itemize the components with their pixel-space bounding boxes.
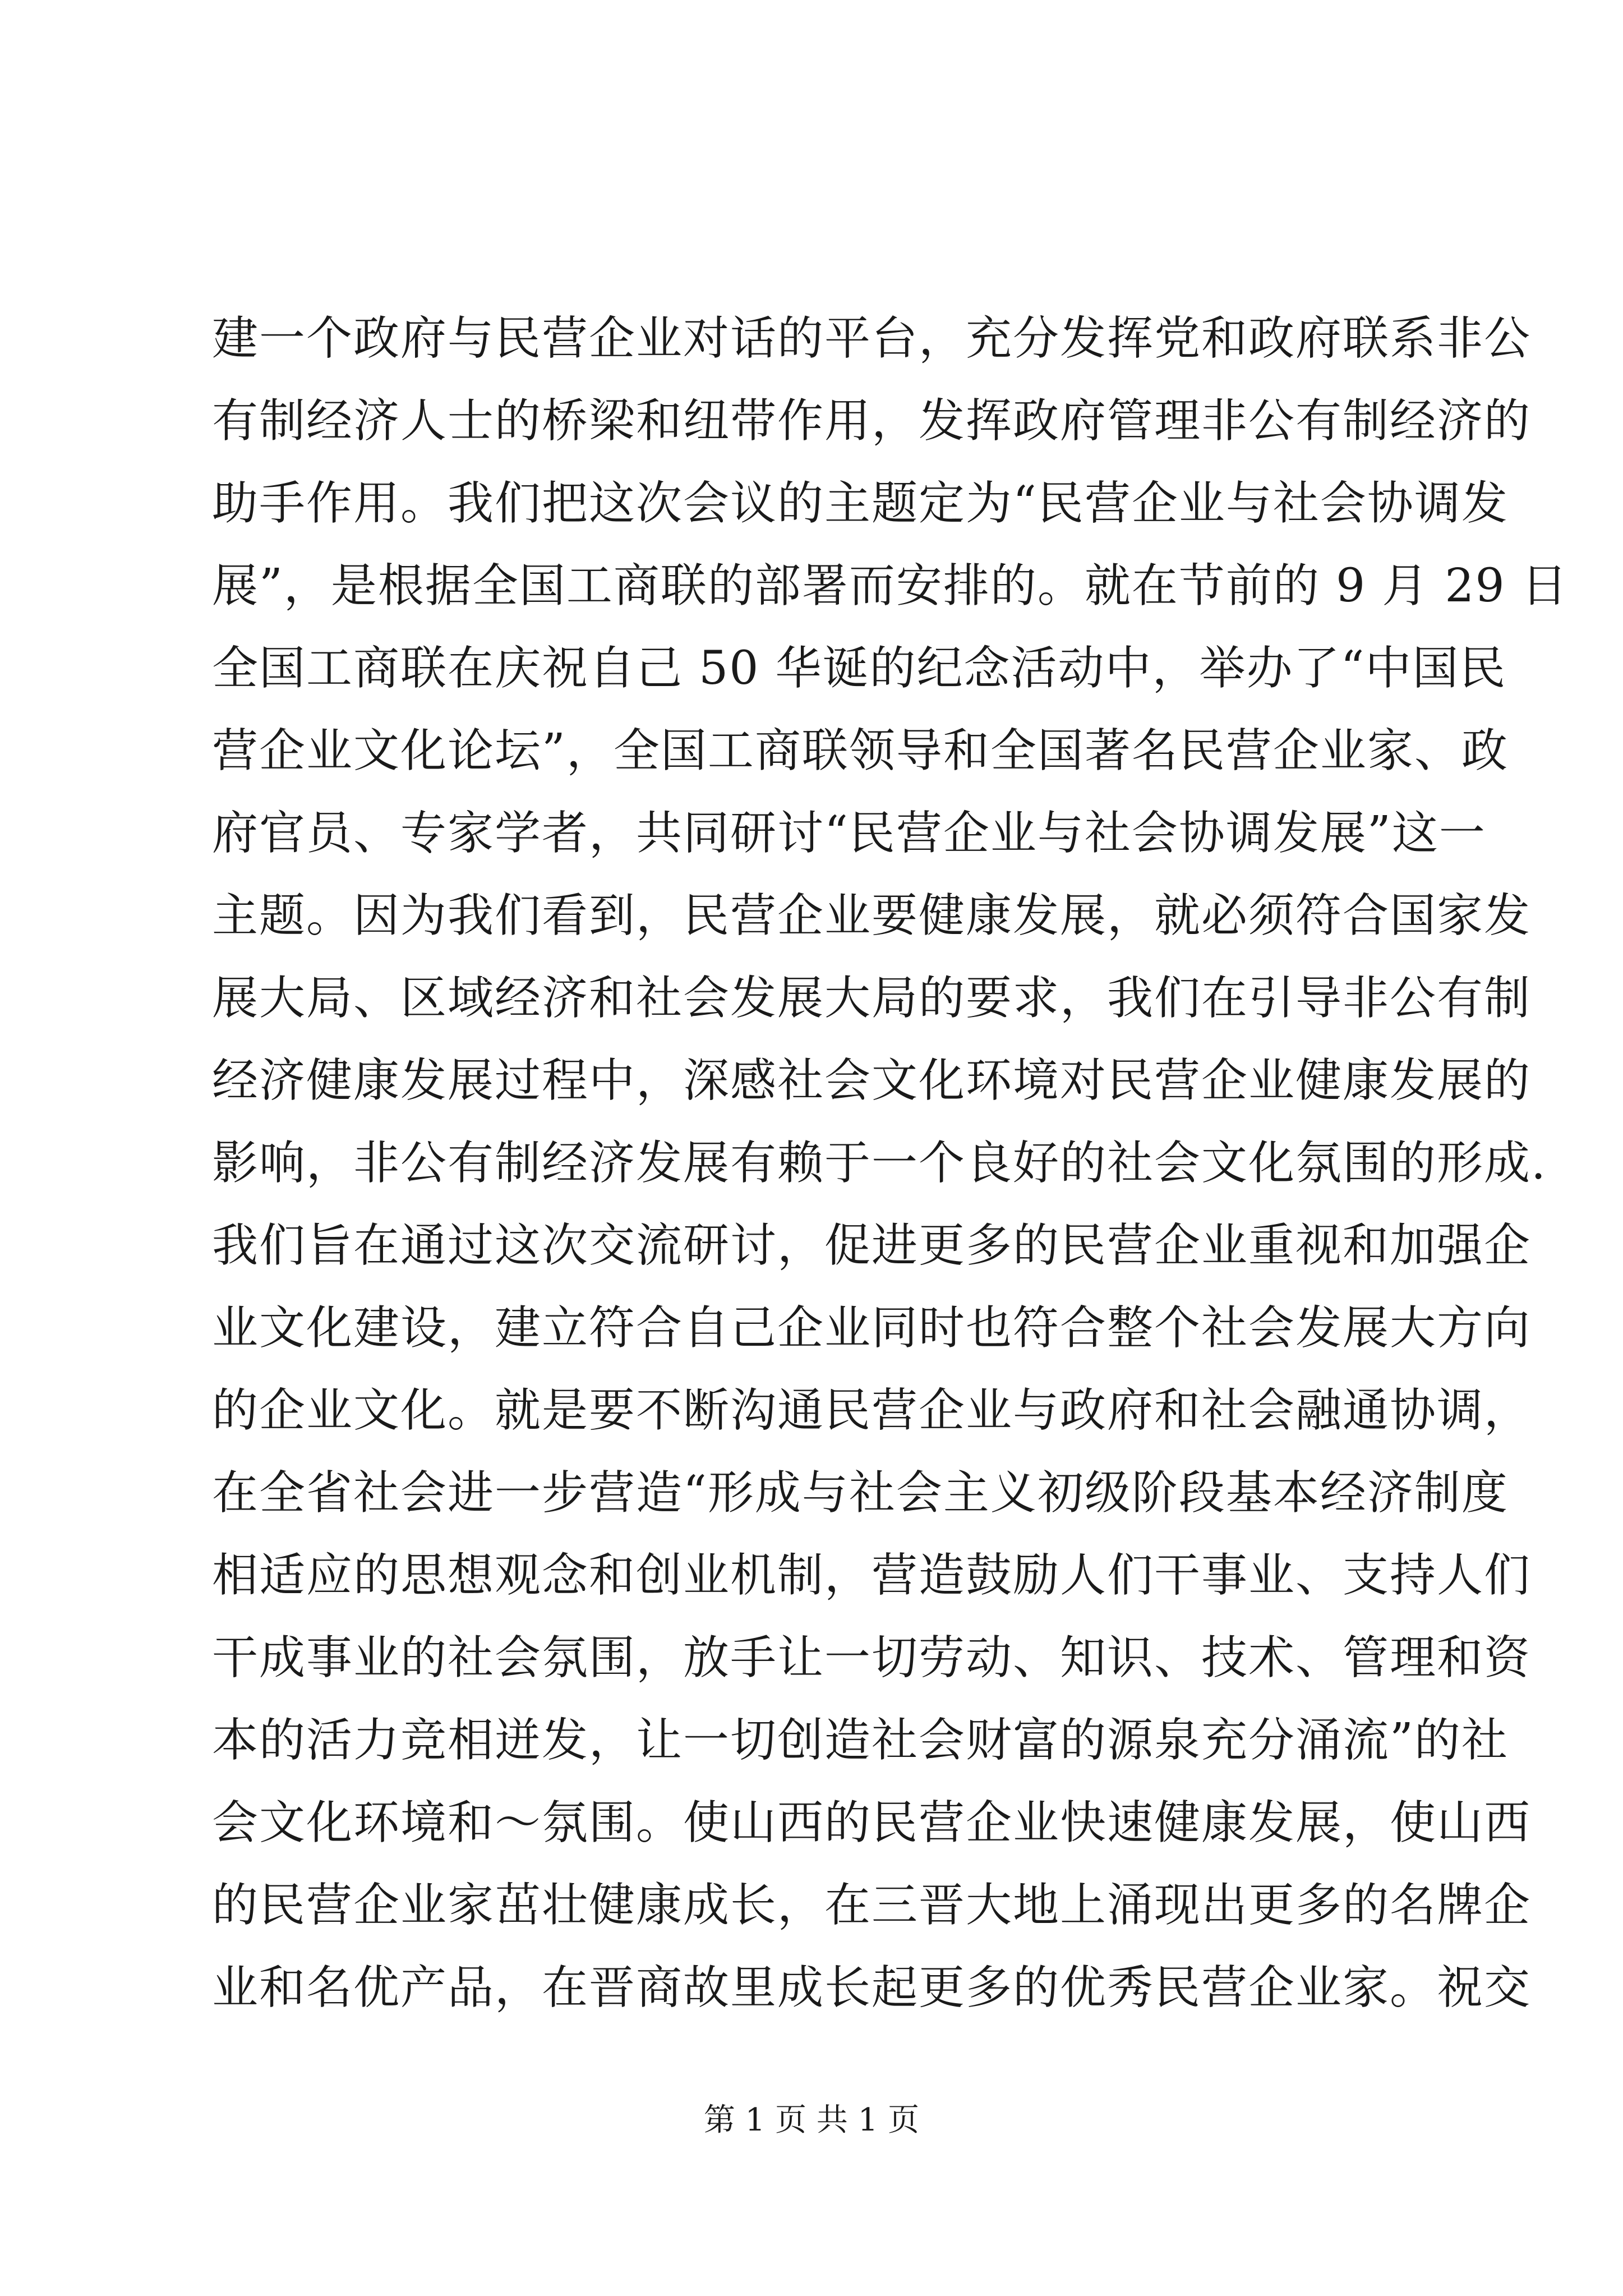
text-line: 主题。因为我们看到，民营企业要健康发展，就必须符合国家发	[212, 889, 1532, 942]
text-line: 我们旨在通过这次交流研讨，促进更多的民营企业重视和加强企	[212, 1219, 1532, 1272]
text-line: 干成事业的社会氛围，放手让一切劳动、知识、技术、管理和资	[212, 1631, 1532, 1685]
text-line: 展”，是根据全国工商联的部署而安排的。就在节前的 9 月 29 日	[212, 559, 1569, 613]
text-line: 在全省社会进一步营造“形成与社会主义初级阶段基本经济制度	[212, 1466, 1509, 1520]
text-line: 业和名优产品，在晋商故里成长起更多的优秀民营企业家。祝交	[212, 1961, 1532, 2014]
text-line: 建一个政府与民营企业对话的平台，充分发挥党和政府联系非公	[212, 312, 1532, 365]
text-line: 有制经济人士的桥梁和纽带作用，发挥政府管理非公有制经济的	[212, 394, 1532, 448]
text-line: 业文化建设，建立符合自己企业同时也符合整个社会发展大方向	[212, 1301, 1532, 1355]
text-line: 影响，非公有制经济发展有赖于一个良好的社会文化氛围的形成.	[212, 1137, 1547, 1190]
text-line: 的民营企业家茁壮健康成长，在三晋大地上涌现出更多的名牌企	[212, 1879, 1532, 1932]
text-line: 展大局、区域经济和社会发展大局的要求，我们在引导非公有制	[212, 972, 1532, 1025]
text-line: 全国工商联在庆祝自己 50 华诞的纪念活动中，举办了“中国民	[212, 642, 1507, 695]
text-line: 经济健康发展过程中，深感社会文化环境对民营企业健康发展的	[212, 1054, 1532, 1107]
text-line: 本的活力竞相迸发，让一切创造社会财富的源泉充分涌流”的社	[212, 1714, 1509, 1767]
text-line: 助手作用。我们把这次会议的主题定为“民营企业与社会协调发	[212, 477, 1509, 530]
body-text	[212, 297, 1569, 2029]
text-line: 的企业文化。就是要不断沟通民营企业与政府和社会融通协调，	[212, 1384, 1532, 1437]
text-line: 相适应的思想观念和创业机制，营造鼓励人们干事业、支持人们	[212, 1549, 1532, 1602]
page-footer: 第 1 页 共 1 页	[703, 2102, 920, 2138]
text-line: 营企业文化论坛”，全国工商联领导和全国著名民营企业家、政	[212, 724, 1509, 777]
text-line: 府官员、专家学者，共同研讨“民营企业与社会协调发展”这一	[212, 807, 1486, 860]
text-line: 会文化环境和～氛围。使山西的民营企业快速健康发展，使山西	[212, 1796, 1532, 1849]
